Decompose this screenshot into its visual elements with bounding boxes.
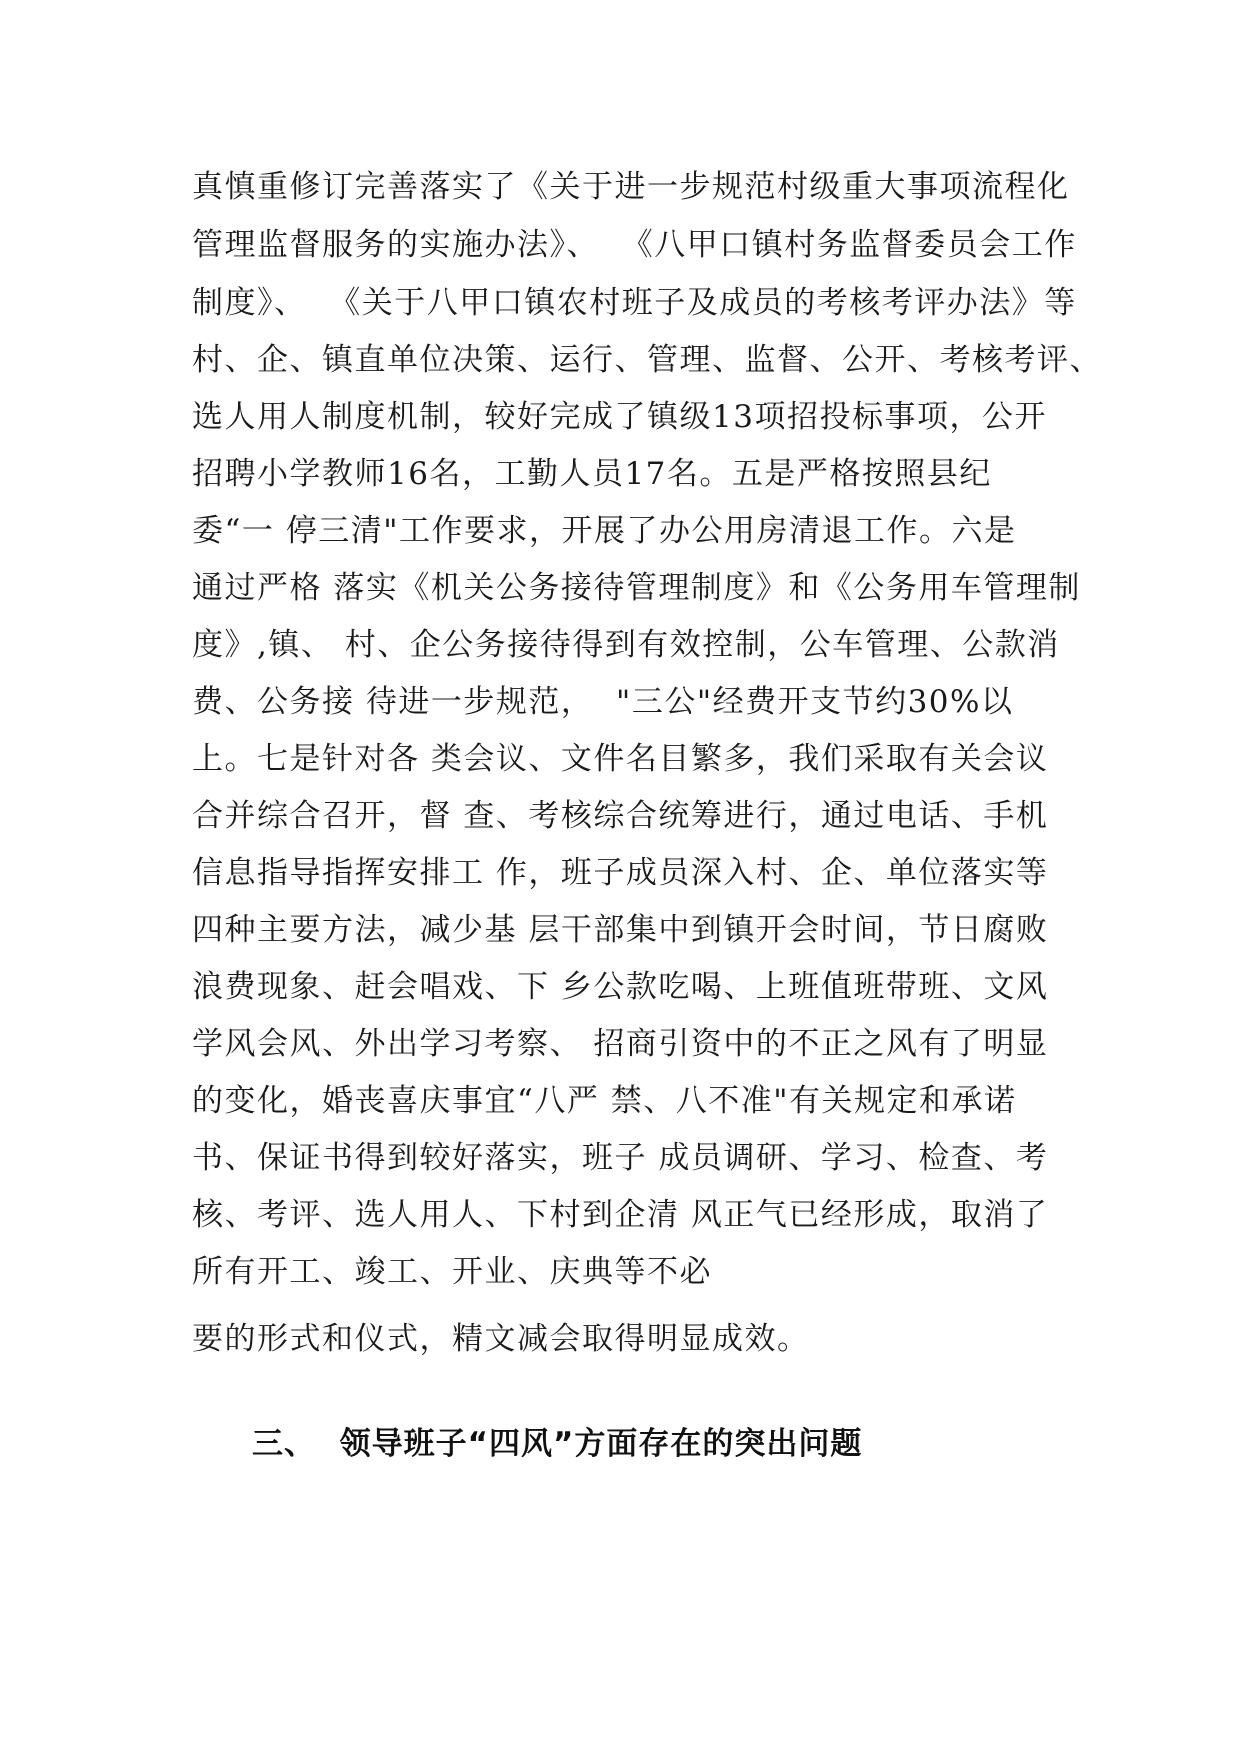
body-text-line: 真慎重修订完善落实了《关于进一步规范村级重大事项流程化 <box>192 169 1070 205</box>
body-text-line: 上。七是针对各 类会议、文件名目繁多，我们采取有关会议 <box>192 741 1049 777</box>
section-heading: 三、 领导班子“四风”方面存在的突出问题 <box>252 1426 863 1462</box>
body-text-line: 核、考评、选人用人、下村到企清 风正气已经形成，取消了 <box>192 1197 1049 1233</box>
body-text-line: 要的形式和仪式，精文减会取得明显成效。 <box>192 1321 810 1357</box>
body-text-line: 管理监督服务的实施办法》、 《八甲口镇村务监督委员会工作 <box>192 227 1077 263</box>
body-text-line: 浪费现象、赶会唱戏、下 乡公款吃喝、上班值班带班、文风 <box>192 969 1049 1005</box>
body-text-line: 度》,镇、 村、企公务接待得到有效控制，公车管理、公款消 <box>192 627 1060 663</box>
body-text-line: 制度》、 《关于八甲口镇农村班子及成员的考核考评办法》等 <box>192 285 1077 321</box>
body-text-line: 招聘小学教师16名，工勤人员17名。五是严格按照县纪 <box>192 456 992 492</box>
body-text-line: 委“一 停三清"工作要求，开展了办公用房清退工作。六是 <box>192 513 1017 549</box>
body-text-line: 四种主要方法，减少基 层干部集中到镇开会时间，节日腐败 <box>192 912 1049 948</box>
body-text-line: 学风会风、外出学习考察、 招商引资中的不正之风有了明显 <box>192 1026 1049 1062</box>
body-text-line: 选人用人制度机制，较好完成了镇级13项招投标事项，公开 <box>192 399 1047 435</box>
body-text-line: 所有开工、竣工、开业、庆典等不必 <box>192 1254 712 1290</box>
body-text-line: 的变化，婚丧喜庆事宜“八严 禁、八不准"有关规定和承诺 <box>192 1083 1017 1119</box>
body-text-line: 信息指导指挥安排工 作，班子成员深入村、企、单位落实等 <box>192 855 1049 891</box>
body-text-line: 书、保证书得到较好落实，班子 成员调研、学习、检查、考 <box>192 1140 1049 1176</box>
body-text-line: 费、公务接 待进一步规范， "三公"经费开支节约30%以 <box>192 684 1014 720</box>
body-text-line: 合并综合召开，督 查、考核综合统筹进行，通过电话、手机 <box>192 798 1049 834</box>
body-text-line: 通过严格 落实《机关公务接待管理制度》和《公务用车管理制 <box>192 570 1081 606</box>
body-text-line: 村、企、镇直单位决策、运行、管理、监督、公开、考核考评、 <box>192 342 1102 378</box>
